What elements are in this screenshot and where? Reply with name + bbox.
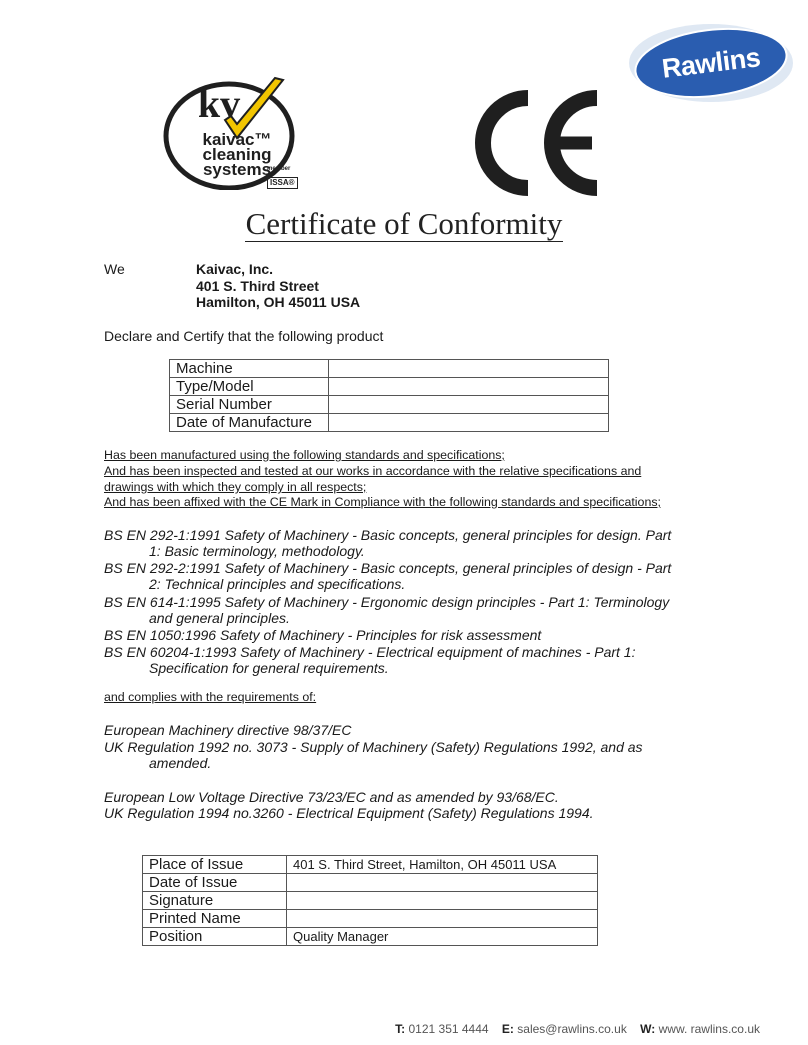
serial-number-label: Serial Number (170, 396, 329, 414)
kaivac-monogram: kv (197, 81, 241, 126)
statement-4: And has been affixed with the CE Mark in Compliance with the following standards and specifications; (104, 495, 661, 509)
signature-field[interactable] (287, 892, 598, 910)
ce-mark-text (605, 90, 606, 91)
complies-text: and complies with the requirements of: (104, 690, 317, 704)
statement-1: Has been manufactured using the following standards and specifications; (104, 448, 505, 462)
regulation-1: European Machinery directive 98/37/EC (104, 722, 352, 738)
serial-number-field[interactable] (329, 396, 609, 414)
table-row (170, 360, 609, 378)
table-row (143, 910, 598, 928)
date-of-manufacture-label: Date of Manufacture (170, 414, 329, 432)
regulation-2-line-2: amended. (149, 755, 212, 771)
kaivac-line-2: cleaning (202, 145, 272, 164)
machine-label: Machine (170, 360, 329, 378)
signature-label: Signature (143, 892, 287, 910)
table-row (143, 856, 598, 874)
declare-text: Declare and Certify that the following product (104, 328, 384, 344)
type-model-label: Type/Model (170, 378, 329, 396)
printed-name-field[interactable] (287, 910, 598, 928)
product-table (169, 359, 609, 432)
standard-4-line-1: BS EN 1050:1996 Safety of Machinery - Principles for risk assessment (104, 627, 542, 643)
kaivac-logo (163, 76, 305, 190)
contact-footer (395, 1022, 760, 1036)
standard-1-line-2: 1: Basic terminology, methodology. (149, 543, 365, 559)
type-model-field[interactable] (329, 378, 609, 396)
standard-5-line-2: Specification for general requirements. (149, 660, 389, 676)
table-row (143, 874, 598, 892)
issue-table (142, 855, 598, 946)
table-row (143, 892, 598, 910)
date-of-issue-label: Date of Issue (143, 874, 287, 892)
rawlins-wordmark: Rawlins (660, 41, 762, 84)
table-row (170, 396, 609, 414)
printed-name-label: Printed Name (143, 910, 287, 928)
regulation-3: European Low Voltage Directive 73/23/EC and as amended by 93/68/EC. (104, 789, 559, 805)
website-url[interactable]: www. rawlins.co.uk (658, 1022, 760, 1036)
standard-3-line-2: and general principles. (149, 610, 290, 626)
company-city: Hamilton, OH 45011 USA (196, 294, 361, 310)
company-name: Kaivac, Inc. (196, 261, 274, 277)
phone-number: 0121 351 4444 (408, 1022, 489, 1036)
issa-member-badge: member ISSA® (267, 166, 303, 188)
statement-3: drawings with which they comply in all respects; (104, 480, 367, 494)
table-row (170, 414, 609, 432)
email-label: E: (501, 1022, 514, 1036)
email-address[interactable]: sales@rawlins.co.uk (517, 1022, 627, 1036)
we-label: We (104, 261, 125, 277)
standard-1-line-1: BS EN 292-1:1991 Safety of Machinery - Basic concepts, general principles for design. Part (104, 527, 672, 543)
machine-field[interactable] (329, 360, 609, 378)
date-of-manufacture-field[interactable] (329, 414, 609, 432)
kaivac-line-1: kaivac™ (202, 130, 272, 149)
website-label: W: (640, 1022, 656, 1036)
rawlins-logo (627, 22, 795, 104)
regulation-2-line-1: UK Regulation 1992 no. 3073 - Supply of Machinery (Safety) Regulations 1992, and as (104, 739, 643, 755)
page-title: Certificate of Conformity (245, 206, 563, 241)
kaivac-line-3: systems (202, 160, 272, 179)
table-row (170, 378, 609, 396)
standard-3-line-1: BS EN 614-1:1995 Safety of Machinery - Ergonomic design principles - Part 1: Terminology (104, 594, 670, 610)
phone-label: T: (395, 1022, 406, 1036)
standard-2-line-1: BS EN 292-2:1991 Safety of Machinery - Basic concepts, general principles of design - Part (104, 560, 672, 576)
company-street: 401 S. Third Street (196, 278, 319, 294)
regulation-4: UK Regulation 1994 no.3260 - Electrical Equipment (Safety) Regulations 1994. (104, 805, 594, 821)
date-of-issue-field[interactable] (287, 874, 598, 892)
ce-mark (470, 90, 605, 196)
position-field[interactable]: Quality Manager (287, 928, 598, 946)
position-label: Position (143, 928, 287, 946)
statement-2: And has been inspected and tested at our works in accordance with the relative specifications and (104, 464, 642, 478)
place-of-issue-label: Place of Issue (143, 856, 287, 874)
ce-mark-icon (470, 90, 605, 196)
place-of-issue-field[interactable]: 401 S. Third Street, Hamilton, OH 45011 USA (287, 856, 598, 874)
standard-5-line-1: BS EN 60204-1:1993 Safety of Machinery - Electrical equipment of machines - Part 1: (104, 644, 636, 660)
standard-2-line-2: 2: Technical principles and specifications. (149, 576, 406, 592)
table-row (143, 928, 598, 946)
